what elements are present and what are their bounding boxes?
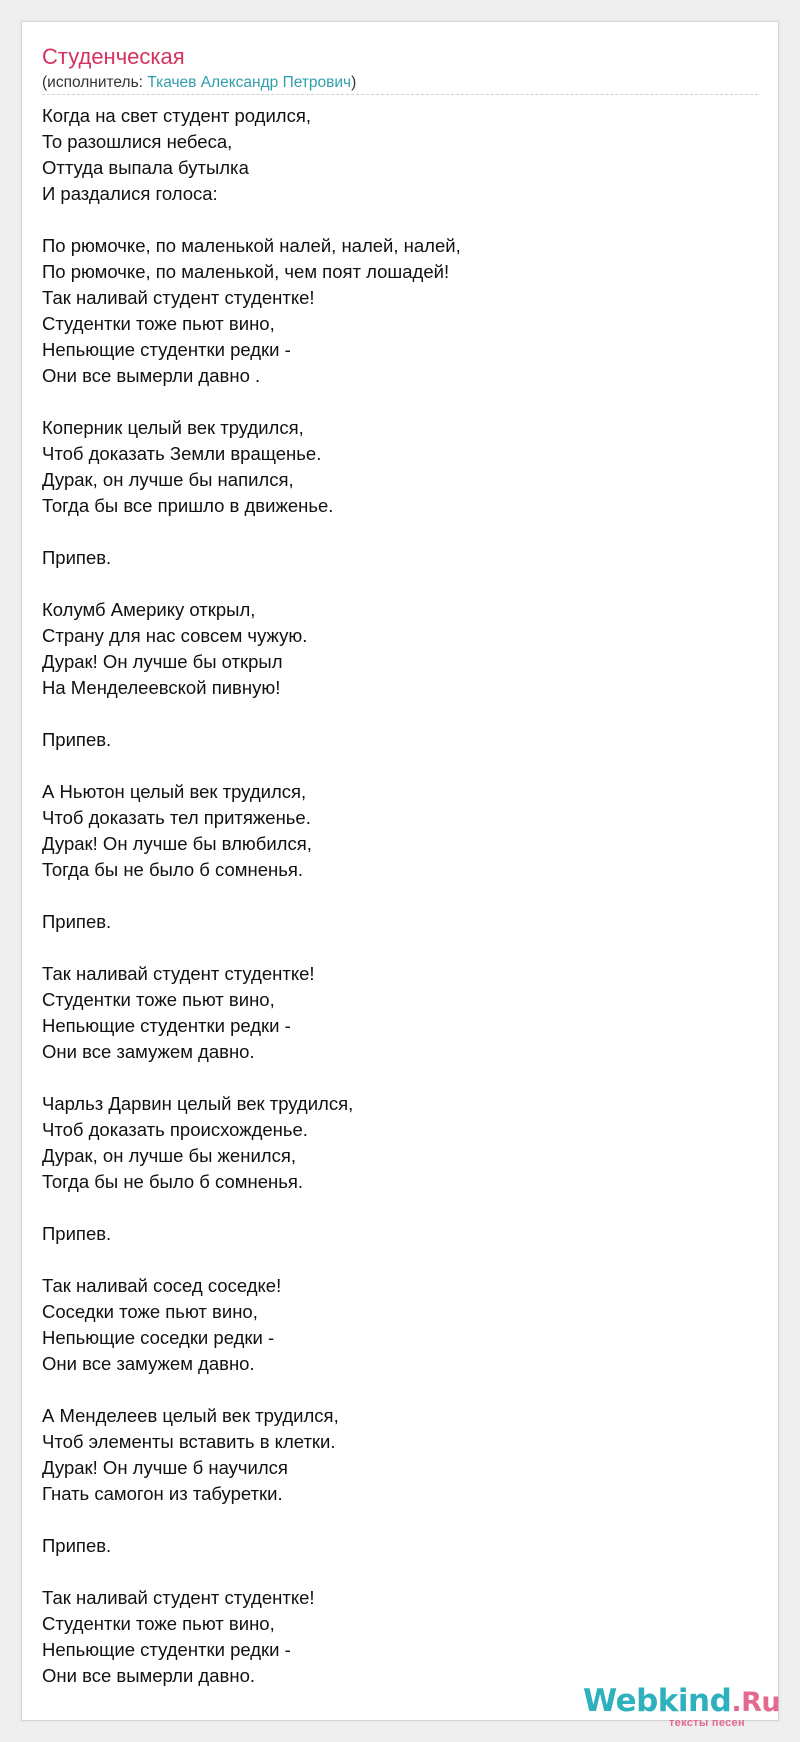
lyrics-line: Соседки тоже пьют вино, bbox=[42, 1301, 258, 1322]
lyrics-blank-line bbox=[42, 1247, 742, 1273]
lyrics-line: Так наливай студент студентке! bbox=[42, 1587, 315, 1608]
lyrics-line: Чтоб элементы вставить в клетки. bbox=[42, 1431, 336, 1452]
lyrics-line: Дурак, он лучше бы напился, bbox=[42, 469, 294, 490]
lyrics-blank-line bbox=[42, 701, 742, 727]
lyrics-line: Студентки тоже пьют вино, bbox=[42, 989, 275, 1010]
lyrics-blank-line bbox=[42, 1065, 742, 1091]
lyrics-line: Гнать самогон из табуретки. bbox=[42, 1483, 283, 1504]
lyrics-line: Чтоб доказать происхожденье. bbox=[42, 1119, 308, 1140]
lyrics-line: Припев. bbox=[42, 729, 112, 750]
lyrics-line: И раздалися голоса: bbox=[42, 183, 218, 204]
logo-wordmark bbox=[583, 1683, 780, 1721]
lyrics-line: Припев. bbox=[42, 1223, 112, 1244]
lyrics-line: Дурак, он лучше бы женился, bbox=[42, 1145, 296, 1166]
lyrics-line: Непьющие соседки редки - bbox=[42, 1327, 275, 1348]
lyrics-line: Припев. bbox=[42, 911, 112, 932]
lyrics-line: Студентки тоже пьют вино, bbox=[42, 313, 275, 334]
lyrics-blank-line bbox=[42, 883, 742, 909]
header-divider bbox=[42, 94, 758, 95]
lyrics-blank-line bbox=[42, 571, 742, 597]
lyrics-line: Непьющие студентки редки - bbox=[42, 1015, 291, 1036]
lyrics-line: Тогда бы все пришло в движенье. bbox=[42, 495, 334, 516]
lyrics-line: Коперник целый век трудился, bbox=[42, 417, 304, 438]
lyrics-line: На Менделеевской пивную! bbox=[42, 677, 281, 698]
lyrics-line: Колумб Америку открыл, bbox=[42, 599, 256, 620]
artist-link[interactable]: Ткачев Александр Петрович bbox=[147, 74, 352, 91]
lyrics-line: Когда на свет студент родился, bbox=[42, 105, 311, 126]
lyrics-line: Дурак! Он лучше б научился bbox=[42, 1457, 288, 1478]
lyrics-line: Студентки тоже пьют вино, bbox=[42, 1613, 275, 1634]
lyrics-line: Страну для нас совсем чужую. bbox=[42, 625, 308, 646]
logo-suffix: .Ru bbox=[731, 1687, 781, 1718]
webkind-logo[interactable] bbox=[583, 1683, 783, 1731]
lyrics-line: Тогда бы не было б сомненья. bbox=[42, 1171, 304, 1192]
lyrics-line: Дурак! Он лучше бы открыл bbox=[42, 651, 283, 672]
lyrics-line: А Менделеев целый век трудился, bbox=[42, 1405, 339, 1426]
lyrics-blank-line bbox=[42, 753, 742, 779]
lyrics-blank-line bbox=[42, 1559, 742, 1585]
lyrics-line: Они все вымерли давно. bbox=[42, 1665, 255, 1686]
lyrics-line: Непьющие студентки редки - bbox=[42, 339, 291, 360]
lyrics-line: Так наливай сосед соседке! bbox=[42, 1275, 282, 1296]
lyrics-blank-line bbox=[42, 207, 742, 233]
lyrics-card bbox=[21, 21, 781, 1729]
lyrics-line: Чтоб доказать Земли вращенье. bbox=[42, 443, 322, 464]
lyrics-line: Припев. bbox=[42, 1535, 112, 1556]
lyrics-line: Так наливай студент студентке! bbox=[42, 963, 315, 984]
lyrics-blank-line bbox=[42, 935, 742, 961]
artist-line bbox=[42, 74, 356, 93]
lyrics-line: Оттуда выпала бутылка bbox=[42, 157, 249, 178]
lyrics-line: Они все замужем давно. bbox=[42, 1041, 255, 1062]
lyrics-blank-line bbox=[42, 1507, 742, 1533]
lyrics-blank-line bbox=[42, 1195, 742, 1221]
lyrics-line: Припев. bbox=[42, 547, 112, 568]
lyrics-line: Непьющие студентки редки - bbox=[42, 1639, 291, 1660]
lyrics-blank-line bbox=[42, 1377, 742, 1403]
lyrics-line: Они все замужем давно. bbox=[42, 1353, 255, 1374]
lyrics-line: Так наливай студент студентке! bbox=[42, 287, 315, 308]
lyrics-line: По рюмочке, по маленькой налей, налей, налей, bbox=[42, 235, 461, 256]
lyrics-line: А Ньютон целый век трудился, bbox=[42, 781, 307, 802]
lyrics-line: Они все вымерли давно . bbox=[42, 365, 261, 386]
artist-prefix: (исполнитель: bbox=[42, 74, 148, 91]
lyrics-line: Чарльз Дарвин целый век трудился, bbox=[42, 1093, 354, 1114]
lyrics-blank-line bbox=[42, 519, 742, 545]
logo-tagline: тексты песен bbox=[669, 1717, 745, 1729]
lyrics-line: Чтоб доказать тел притяженье. bbox=[42, 807, 311, 828]
lyrics-line: Тогда бы не было б сомненья. bbox=[42, 859, 304, 880]
artist-suffix: ) bbox=[351, 74, 357, 91]
lyrics-text bbox=[42, 103, 742, 1689]
lyrics-blank-line bbox=[42, 389, 742, 415]
lyrics-line: Дурак! Он лучше бы влюбился, bbox=[42, 833, 312, 854]
lyrics-line: То разошлися небеса, bbox=[42, 131, 233, 152]
lyrics-line: По рюмочке, по маленькой, чем поят лошадей! bbox=[42, 261, 450, 282]
song-title: Студенческая bbox=[42, 44, 185, 69]
logo-main-text: Webkind bbox=[583, 1683, 732, 1719]
